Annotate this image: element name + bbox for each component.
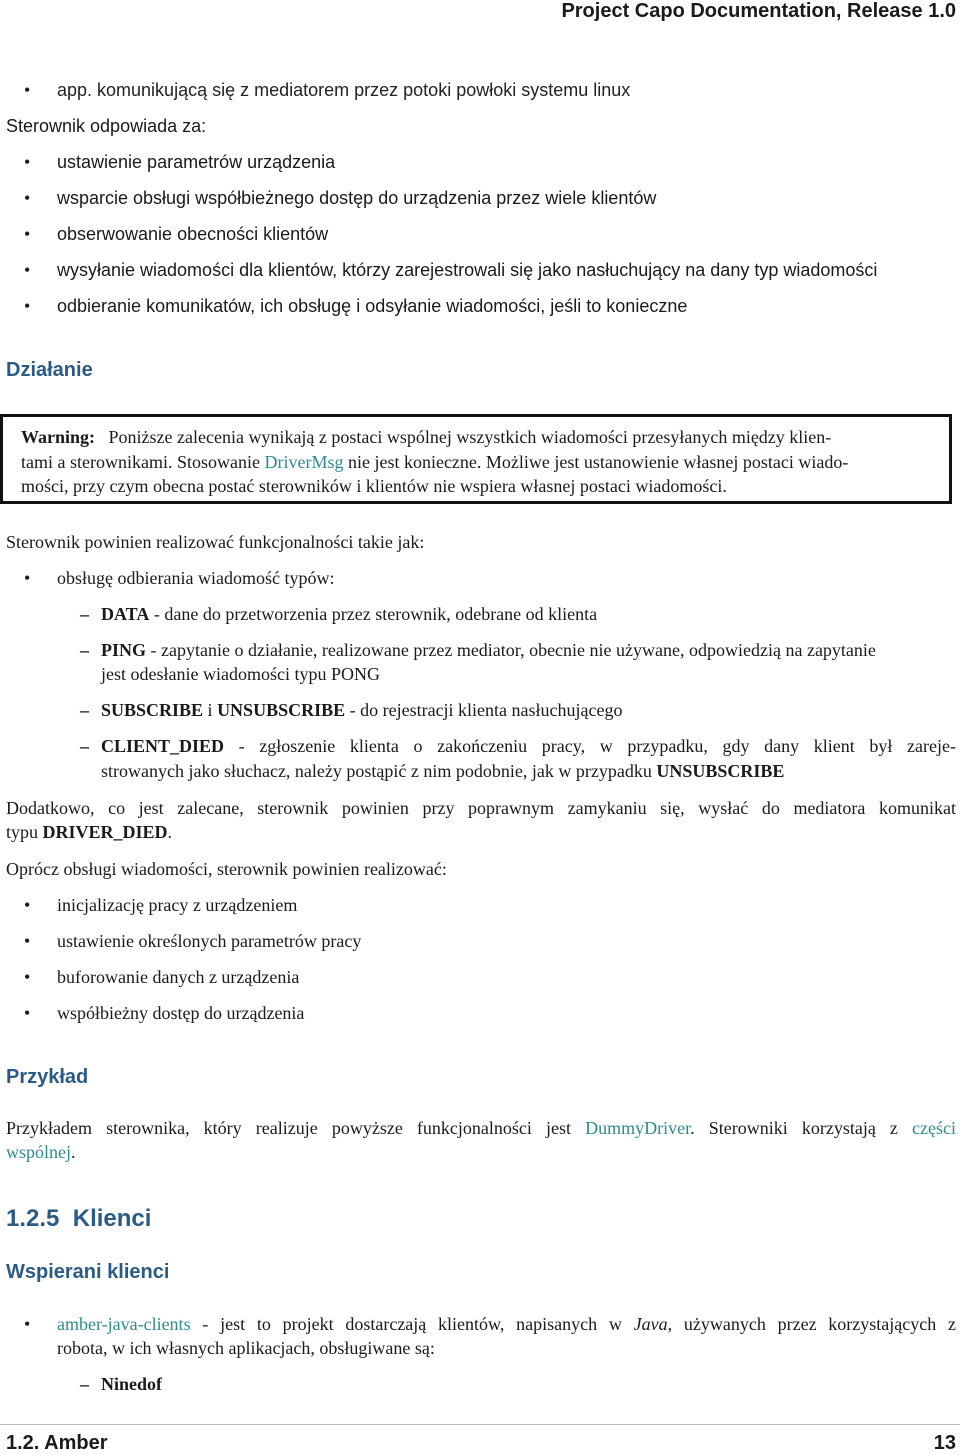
bullet-marker: • xyxy=(24,931,31,951)
czesci-wspolnej-link[interactable]: części xyxy=(912,1118,956,1138)
list-item: wysyłanie wiadomości dla klientów, którzy zarejestrowali się jako nasłuchujący na dany typ wiadomości xyxy=(57,260,878,280)
section-heading-przyklad: Przykład xyxy=(6,1066,89,1088)
clients-line-1: amber-java-clients - jest to projekt dostarczają klientów, napisanych w Java, używanych przez korzystających z xyxy=(57,1314,957,1334)
bullet-marker: • xyxy=(24,1314,31,1334)
list-item: obsługę odbierania wiadomość typów: xyxy=(57,568,335,588)
czesci-wspolnej-link-cont[interactable]: wspólnej xyxy=(6,1142,71,1162)
list-item: buforowanie danych z urządzenia xyxy=(57,967,300,987)
bullet-marker: • xyxy=(24,296,31,316)
list-item: app. komunikującą się z mediatorem przez potoki powłoki systemu linux xyxy=(57,80,631,100)
list-item: odbieranie komunikatów, ich obsługę i odsyłanie wiadomości, jeśli to konieczne xyxy=(57,296,688,316)
additional-line-1: Dodatkowo, co jest zalecane, sterownik powinien przy poprawnym zamykaniu się, wysłać do mediatora komunikat xyxy=(6,798,956,818)
client-item-ninedof: Ninedof xyxy=(101,1374,163,1394)
message-type-subscribe: SUBSCRIBE i UNSUBSCRIBE - do rejestracji klienta nasłuchującego xyxy=(101,700,623,720)
warning-label: Warning: xyxy=(21,427,96,447)
dash-marker: – xyxy=(80,1374,89,1394)
list-item: współbieżny dostęp do urządzenia xyxy=(57,1003,305,1023)
list-item: inicjalizację pracy z urządzeniem xyxy=(57,895,298,915)
additional-line-2: typu DRIVER_DIED. xyxy=(6,822,173,842)
bullet-marker: • xyxy=(24,1003,31,1023)
bullet-marker: • xyxy=(24,80,31,100)
warning-line-3: mości, przy czym obecna postać sterowników i klientów nie wspiera własnej postaci wiadomości. xyxy=(21,476,727,496)
example-line-2: wspólnej. xyxy=(6,1142,76,1162)
message-type-ping: PING - zapytanie o działanie, realizowane przez mediator, obecnie nie używane, odpowiedzią na zapytanie xyxy=(101,640,876,660)
dash-marker: – xyxy=(80,640,89,660)
bullet-marker: • xyxy=(24,224,31,244)
driver-intro: Sterownik odpowiada za: xyxy=(6,116,207,136)
warning-line-1: Warning: Poniższe zalecenia wynikają z postaci wspólnej wszystkich wiadomości przesyłanych między klien- xyxy=(21,427,832,447)
drivermsg-link[interactable]: DriverMsg xyxy=(264,452,344,472)
clients-line-2: robota, w ich własnych aplikacjach, obsługiwane są: xyxy=(57,1338,435,1358)
message-type-ping-cont: jest odesłanie wiadomości typu PONG xyxy=(101,664,380,684)
bullet-marker: • xyxy=(24,967,31,987)
bullet-marker: • xyxy=(24,152,31,172)
message-type-client-died: CLIENT_DIED - zgłoszenie klienta o zakończeniu pracy, w przypadku, gdy dany klient był zareje- xyxy=(101,736,956,756)
footer-divider xyxy=(0,1424,960,1425)
dash-marker: – xyxy=(80,736,89,756)
list-item: ustawienie parametrów urządzenia xyxy=(57,152,336,172)
section-heading-dzialanie: Działanie xyxy=(6,359,93,381)
section-heading-klienci: 1.2.5 Klienci xyxy=(6,1205,152,1232)
footer-section: 1.2. Amber xyxy=(6,1432,108,1454)
dash-marker: – xyxy=(80,604,89,624)
bullet-marker: • xyxy=(24,568,31,588)
page-number: 13 xyxy=(933,1432,956,1454)
besides-intro: Oprócz obsługi wiadomości, sterownik powinien realizować: xyxy=(6,859,447,879)
functionality-intro: Sterownik powinien realizować funkcjonalności takie jak: xyxy=(6,532,425,552)
bullet-marker: • xyxy=(24,260,31,280)
bullet-marker: • xyxy=(24,188,31,208)
bullet-marker: • xyxy=(24,895,31,915)
section-heading-wspierani: Wspierani klienci xyxy=(6,1261,170,1283)
dummydriver-link[interactable]: DummyDriver xyxy=(585,1118,691,1138)
list-item: wsparcie obsługi współbieżnego dostęp do urządzenia przez wiele klientów xyxy=(57,188,657,208)
amber-java-clients-link[interactable]: amber-java-clients xyxy=(57,1314,191,1334)
list-item: obserwowanie obecności klientów xyxy=(57,224,329,244)
example-line-1: Przykładem sterownika, który realizuje powyższe funkcjonalności jest DummyDriver. Sterowniki korzystają z części xyxy=(6,1118,956,1138)
list-item: ustawienie określonych parametrów pracy xyxy=(57,931,362,951)
warning-line-2: tami a sterownikami. Stosowanie DriverMsg nie jest konieczne. Możliwe jest ustanowienie własnej postaci wiado- xyxy=(21,452,849,472)
running-header: Project Capo Documentation, Release 1.0 xyxy=(561,0,956,22)
message-type-data: DATA - dane do przetworzenia przez sterownik, odebrane od klienta xyxy=(101,604,598,624)
dash-marker: – xyxy=(80,700,89,720)
message-type-client-died-cont: strowanych jako słuchacz, należy postąpić z nim podobnie, jak w przypadku UNSUBSCRIBE xyxy=(101,761,785,781)
